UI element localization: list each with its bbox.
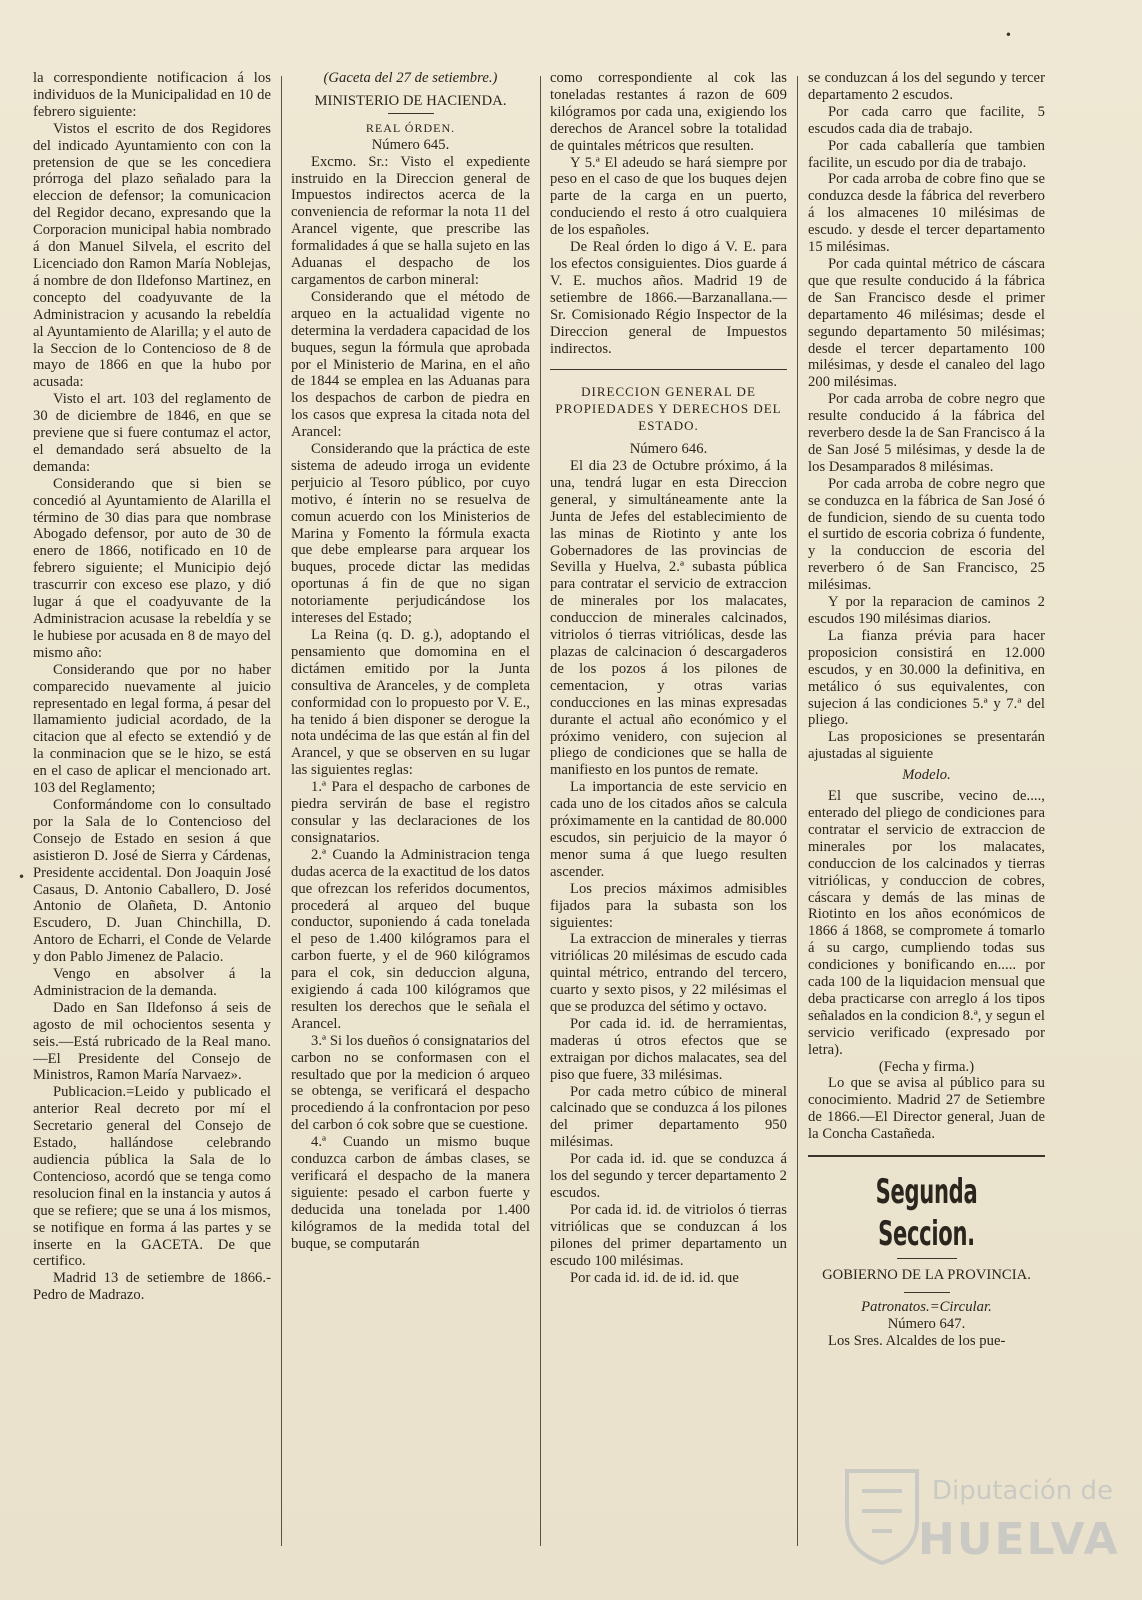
paragraph: La importancia de este servicio en cada uno de los citados años se calcula próximamente en la cantidad de 80.000 escudos, sin perjuicio de la mayor ó menor suma á que luego resulten ascender. [550,779,787,880]
watermark-line1: Diputación de [932,1476,1114,1506]
column-1 [33,70,271,1550]
paragraph: Las proposiciones se presentarán ajustadas al siguiente [808,729,1045,763]
paragraph: Los Sres. Alcaldes de los pue- [828,1332,1006,1349]
numero-heading: Número 645. [371,136,450,153]
paragraph: se conduzcan á los del segundo y tercer departamento 2 escudos. [808,70,1045,103]
paragraph: Por cada arroba de cobre fino que se conduzca desde la fábrica del reverbero á los almacenes 10 milésimas de escudo. y desde el tercer departamento 15 milésimas. [808,171,1045,256]
paragraph: Considerando que el método de arqueo en la actualidad vigente no determina la verdadera capacidad de los buques, segun la fórmula que aprobada por el Ministerio de Marina, en el año de 1844 se emplea en las Aduanas para los despachos de carbon de piedra en los casos que expresa la citada nota del Arancel: [291,288,530,441]
paragraph: Madrid 13 de setiembre de 1866.-Pedro de Madrazo. [33,1270,271,1304]
paragraph: Por cada caballería que tambien facilite, un escudo por dia de trabajo. [808,137,1045,171]
divider [808,1155,1045,1157]
divider [897,1258,957,1259]
paragraph: Lo que se avisa al público para su conocimiento. Madrid 27 de Setiembre de 1866.—El Director general, Juan de la Concha Castañeda. [808,1075,1045,1143]
paragraph: 4.ª Cuando un mismo buque conduzca carbon de ámbas clases, se verificará el despacho de la manera siguiente: pesado el carbon fuerte y deducida una tonelada por 1.400 kilógramos de la medida total del buque, se computarán [291,1134,530,1252]
real-orden-heading: REAL ÓRDEN. [365,120,456,135]
paragraph: Considerando que la práctica de este sistema de adeudo irroga un evidente perjuicio al Tesoro público, por cuyo motivo, é ínterin no se resuelva de comun acuerdo con los Ministerios de Marina y Fomento la fórmula exacta que debe emplearse para arquear los buques, procede dictar las medidas oportunas á fin de que no sigan notoriamente perjudicándose los intereses del Estado; [291,441,530,627]
paragraph: 1.ª Para el despacho de carbones de piedra servirán de base el registro consular y las declaraciones de los consignatarios. [291,779,530,846]
paragraph: Conformándome con lo consultado por la Sala de lo Contencioso del Consejo de Estado en sesion á que asistieron D. José de Sierra y Cárdenas, Presidente accidental. Don Joaquin José Casaus, D. Antonio Caballero, D. José Antonio de Olañeta, D. Antonio Escudero, D. Juan Chinchilla, D. Antoro de Echarri, el Conde de Velarde y don Pablo Jimenez de Palacio. [33,796,271,966]
paragraph: Vengo en absolver á la Administracion de la demanda. [33,966,271,999]
paragraph: Considerando que si bien se concedió al Ayuntamiento de Alarilla el término de 30 dias para que nombrase Abogado defensor, por auto de 30 de enero de 1866, notificado en 10 de febrero siguiente; el Municipio dejó trascurrir con exceso ese plazo, y dió lugar á que el coadyuvante de la Administracion acusase la rebeldía y se le hubiese por acusada en 8 de mayo del mismo año: [33,475,271,661]
paragraph: Por cada quintal métrico de cáscara que que resulte conducido á la fábrica de San Francisco desde el primer departamento 46 milésimas; desde el segundo departamento 50 milésimas; desde el tercer departamento 100 milésimas, y desde el canaleo del lago 200 milésimas. [808,255,1045,391]
paragraph: Excmo. Sr.: Visto el expediente instruido en la Direccion general de Impuestos indirectos acerca de la conveniencia de reformar la nota 11 del Arancel vigente, que prescribe las formalidades á que se halla sujeto en las Aduanas el despacho de los cargamentos de carbon mineral: [291,153,530,288]
patronatos-heading: Patronatos.=Circular. [861,1299,992,1315]
paragraph: Y 5.ª El adeudo se hará siempre por peso en el caso de que los buques dejen parte de la carga en un puerto, conduciendo el resto á otro cualquiera de los españoles. [550,154,787,239]
margin-dot: • [18,870,26,884]
ministry-heading: MINISTERIO DE HACIENDA. [314,92,507,109]
paragraph: Por cada id. id. de id. id. que [570,1269,739,1286]
paragraph: Visto el art. 103 del reglamento de 30 de diciembre de 1846, en que se previene que si fuere contumaz el actor, el demandado será absuelto de la demanda: [33,391,271,475]
gaceta-reference: (Gaceta del 27 de setiembre.) [323,70,498,86]
column-4 [808,70,1045,1550]
numero-heading: Número 647. [887,1315,966,1332]
paragraph: La extraccion de minerales y tierras vitriólicas 20 milésimas de escudo cada quintal métrico, entrando del tercero, cuarto y sexto pisos, y 22 milésimas el que se produzca del sétimo y octavo. [550,931,787,1016]
paragraph: Por cada id. id. que se conduzca á los del segundo y tercer departamento 2 escudos. [550,1151,787,1201]
watermark-line2: HUELVA [918,1514,1120,1565]
paragraph: Por cada arroba de cobre negro que resulte conducido á la fábrica del reverbero desde la de San Francisco á la de San José 5 milésimas, y desde la de los Desamparados 8 milésimas. [808,391,1045,475]
paragraph: Dado en San Ildefonso á seis de agosto de mil ochocientos sesenta y seis.—Está rubricado de la Real mano.—El Presidente del Consejo de Ministros, Ramon María Narvaez». [33,999,271,1084]
column-3 [550,70,787,1550]
paragraph: El que suscribe, vecino de...., enterado del pliego de condiciones para contratar el servicio de extraccion de minerales por los malacates, conduccion de los calcinados y tierras vitriólicas, y conduccion de cobres, cáscara y demás de las minas de Riotinto en los años económicos de 1866 á 1868, se compromete á tomarlo á su cargo, cumpliendo todas sus condiciones y bonificando en..... por cada 100 de la liquidacion mensual que deba practicarse con arreglo á los tipos señalados en la condicion 8.ª, y segun el servicio verificado (expresado por letra). [808,788,1045,1058]
direccion-heading: DIRECCION GENERAL DE PROPIEDADES Y DERECHOS DEL ESTADO. [555,384,782,434]
divider [904,1292,950,1293]
paragraph: El dia 23 de Octubre próximo, á la una, tendrá lugar en esta Direccion general, y simultáneamente ante la Junta de Jefes del establecimiento de las minas de Riotinto y ante los Gobernadores de las provincias de Sevilla y Huelva, 2.ª subasta pública para contratar el servicio de extraccion de minerales por los malacates, conduccion de minerales calcinados, vitriolos ó tierras vitriólicas, desde las plazas de calcinacion ó descargaderos de los pozos á los pilones de cementacion, y otras varias conducciones en las minas expresadas durante el actual año económico y el próximo venidero, con sujecion al pliego de condiciones que se halla de manifiesto en los puntos de remate. [550,458,787,779]
corner-mark: • [1004,28,1012,42]
paragraph: como correspondiente al cok las toneladas restantes á razon de 609 kilógramos por cada una, exigiendo los derechos de Arancel sobre la totalidad de quintales métricos que resulten. [550,70,787,154]
divider [388,113,434,114]
paragraph: Por cada metro cúbico de mineral calcinado que se conduzca á los pilones del primer departamento 950 milésimas. [550,1083,787,1151]
paragraph: Publicacion.=Leido y publicado el anterior Real decreto por mí el Secretario general del Consejo de Estado, hallándose celebrando audiencia pública la Sala de lo Contencioso, acordó que se tenga como resolucion final en la instancia y autos á que se refiere; que se una á los mismos, se notifique en forma á las partes y se inserte en la GACETA. De que certifico. [33,1084,271,1270]
paragraph: 2.ª Cuando la Administracion tenga dudas acerca de la exactitud de los datos que ofrezcan los referidos documentos, procederá al arqueo del buque conductor, suponiendo á cada tonelada el peso de 1.400 kilógramos para el carbon fuerte, y el de 960 kilógramos para el cok, sin deduccion alguna, exigiendo á cada 100 kilógramos que resulten los derechos que le señala el Arancel. [291,846,530,1032]
gobierno-heading: GOBIERNO DE LA PROVINCIA. [822,1267,1031,1284]
paragraph: la correspondiente notificacion á los individuos de la Municipalidad en 10 de febrero siguiente: [33,70,271,120]
paragraph: Los precios máximos admisibles fijados para la subasta son los siguientes: [550,880,787,931]
paragraph: Considerando que por no haber comparecido nuevamente al juicio representado en legal forma, á pesar del llamamiento judicial acordado, de la citacion que al efecto se extendió y de la conminacion que se le hizo, se está en el caso de aplicar el mencionado art. 103 del Reglamento; [33,661,271,797]
paragraph: Por cada id. id. de vitriolos ó tierras vitriólicas que se conduzcan á los pilones del primer departamento un escudo 100 milésimas. [550,1201,787,1269]
column-divider [281,76,282,1546]
paragraph: Por cada id. id. de herramientas, maderas ú otros efectos que se extraigan por dichos malacates, sea del piso que fuere, 33 milésimas. [550,1015,787,1083]
paragraph: Por cada carro que facilite, 5 escudos cada dia de trabajo. [808,103,1045,137]
paragraph: La Reina (q. D. g.), adoptando el pensamiento que domomina en el dictámen emitido por la Junta consultiva de Aranceles, y de completa conformidad con lo propuesto por V. E., ha tenido á bien disponer se derogue la nota undécima de las que están al fin del Arancel, y que se observen en su lugar las siguientes reglas: [291,627,530,779]
paragraph: Por cada arroba de cobre negro que se conduzca en la fábrica de San José ó de fundicion, siendo de su cuenta todo el surtido de escoria cobriza ó fundente, y la conduccion de escoria del reverbero ó de San Francisco, 25 milésimas. [808,475,1045,594]
paragraph: 3.ª Si los dueños ó consignatarios del carbon no se conformasen con el resultado que por la medicion ó arqueo se obtenga, se verificará el despacho procediendo á la confrontacion por peso del carbon ó cok sobre que se cuestione. [291,1032,530,1134]
column-2 [291,70,530,1550]
paragraph: La fianza prévia para hacer proposicion consistirá en 12.000 escudos, y en 30.000 la definitiva, en metálico ó sus equivalentes, con sujecion á las condiciones 5.ª y 7.ª del pliego. [808,627,1045,729]
divider [550,369,787,370]
numero-heading: Número 646. [629,441,708,458]
section-title: Segunda Seccion. [875,1172,978,1255]
paragraph: Vistos el escrito de dos Regidores del indicado Ayuntamiento con con la pretension de que se les concediera prórroga del plazo señalado para la eleccion de defensor; la comunicacion del Regidor decano, expresando que la Corporacion municipal habia nombrado á don Manuel Silvela, el escrito del Licenciado don Ramon María Noblejas, á nombre de don Ildefonso Martinez, en concepto del coadyuvante de la Administracion y acusando la rebeldía al Ayuntamiento de Alarilla; y el auto de la Seccion de lo Contencioso de 8 de mayo de 1866 en que la hubo por acusada: [33,120,271,391]
fecha-firma: (Fecha y firma.) [878,1058,975,1075]
column-divider [540,76,541,1546]
modelo-heading: Modelo. [902,767,951,784]
column-divider [797,76,798,1546]
paragraph: De Real órden lo digo á V. E. para los efectos consiguientes. Dios guarde á V. E. muchos años. Madrid 19 de setiembre de 1866.—Barzanallana.—Sr. Comisionado Régio Inspector de la Direccion general de Impuestos indirectos. [550,239,787,357]
paragraph: Y por la reparacion de caminos 2 escudos 190 milésimas diarios. [808,594,1045,627]
